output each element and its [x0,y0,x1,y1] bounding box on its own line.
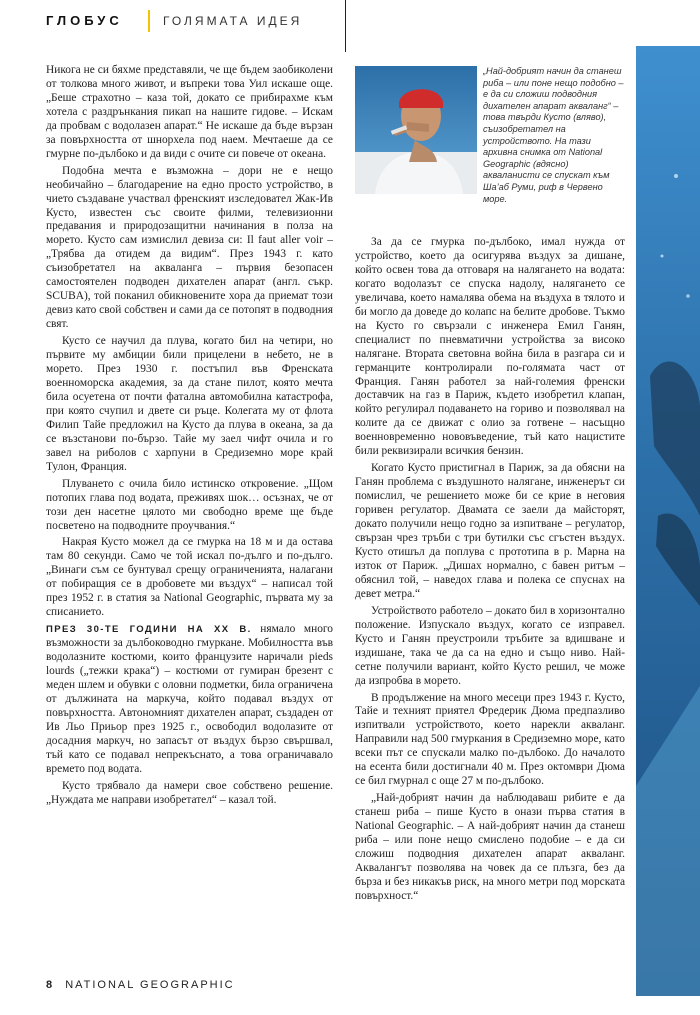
page-number: 8 [46,979,55,991]
header-separator [148,10,150,32]
underwater-diver-image [636,46,700,996]
page-header [0,0,700,56]
cousteau-portrait-image [355,66,477,194]
paragraph: Кусто трябвало да намери свое собствено решение. „Нуждата ме направи изобретател“ – казал той. [46,779,333,806]
left-text-column [46,64,333,811]
paragraph: Никога не си бяхме представяли, че ще бъдем заобиколени от толкова много живот, и въпреки това Уил искаше още. „Беше страхотно – каза той, докато се прибирахме към хотела с раздрънкания пикап на нашите гидове. – Искам да пробвам с водолазен апарат.“ Не искаше да бъде вързан за повърхността от шнорхела под наем. Мечтаеше да се гмурне по-дълбоко и да види с очите си повече от океана. [46,64,333,160]
paragraph: В продължение на много месеци през 1943 г. Кусто, Тайе и техният приятел Фредерик Дюма предпазливо изпитвали устройството, което нарекли акваланг. Направили над 500 гмуркания в Средиземно море, като всеки път се спускали малко по-дълбоко. До началото на есента били достигнали 40 м. През октомври Дюма се бил гмурнал с още 27 м по-дълбоко. [355,691,625,788]
paragraph: За да се гмурка по-дълбоко, имал нужда от устройство, което да осигурява въздух за дишане, който освен това да отговаря на налягането на водата: когато водолазът се спуска надолу, налягането се увеличава, което намалява обема на въздуха в тялото и би могло да доведе до колапс на белите дробове. Тъкмо на Кусто го свързали с инженера Емил Ганян, специалист по пневматични устройства за високо налягане. Втората световна война била в разгара си и германците контролирали по-голямата част от Франция. Ганян работел за най-големия френски доставчик на газ в Париж, където изобретил клапан, който регулирал подаването на гориво и позволявал на колите да се движат с олио за готвене – насъщно военновременно нововъведение, тъй като нацистите били реквизирали всичкия бензин. [355,236,625,458]
header-divider-line [345,0,346,52]
right-text-column [355,236,625,907]
section-title: ГЛОБУС [46,13,123,28]
section-paragraph [46,623,333,776]
magazine-name: NATIONAL GEOGRAPHIC [65,979,235,991]
paragraph: Когато Кусто пристигнал в Париж, за да обясни на Ганян проблема с въздушното налягане, инженерът си помислил, че решението може би се крие в неговия горивен регулатор. Двамата се заели да майсторят, докато получили нещо годно за изпитване – регулатор, свързан чрез тръби с три бутилки със сгъстен въздух. Кусто отишъл да поплува с прототипа в р. Марна на изток от Париж. „Дишах нормално, с бавен ритъм – обяснил той, – наведох глава и полека се спуснах на девет метра.“ [355,462,625,600]
section-subtitle: ГОЛЯМАТА ИДЕЯ [163,14,303,28]
paragraph: „Най-добрият начин да наблюдаваш рибите е да станеш риба – пише Кусто в онази първа статия в National Geographic. – А най-добрият начин да станеш риба – или поне нещо смислено подобие – е да си сложиш подводния дихателен апарат акваланг. Аквалангът позволява на човек да се плъзга, без да бърза и без никакъв риск, на много метри под морската повърхност.“ [355,792,625,902]
photo-caption: „Най-добрият начин да станеш риба – или поне нещо подобно – е да си сложиш подводния дихателен апарат акваланг“ – това твърди Кусто (вляво), съизобретател на устройството. На тази архивна снимка от National Geographic (вдясно) акваланисти се спускат към Ша’аб Руми, риф в Червено море. [483,66,624,204]
runin-heading: ПРЕЗ 30-ТЕ ГОДИНИ НА XX В. [46,624,252,636]
paragraph: Накрая Кусто можел да се гмурка на 18 м и да остава там 80 секунди. Само че той искал по-дълго и по-дълго. „Винаги съм се бунтувал срещу ограниченията, налагани от побиращия се в дробовете ми въздух“ – написал той през 1952 г. в статия за National Geographic, първата му за списанието. [46,536,333,619]
paragraph: Плуването с очила било истинско откровение. „Щом потопих глава под водата, преживях шок… осъзнах, че от този ден насетне цялото ми свободно време ще бъде посветено на подводните проучвания.“ [46,477,333,532]
cousteau-photo [355,66,477,194]
paragraph: Подобна мечта е възможна – дори не е нещо необичайно – благодарение на едно просто устройство, в чието създаване участвал френският изследовател Жак-Ив Кусто, известен със своите филми, телевизионни предавания и природозащитни начинания в полза на морето. Кусто сам измислил девиза си: Il faut aller voir – „Трябва да отидем да видим“. През 1943 г. като съизобретател на акваланга – първия безопасен самостоятелен подводен дихателен апарат (англ. съкр. SCUBA), той поканил обикновените хора да приемат този девиз като свой собствен и сами да се потопят в подводния свят. [46,164,333,331]
runin-text: нямало много възможности за дълбоководно гмуркане. Мобилността във водолазните костюми, които французите наричали pieds lourds („тежки крака“) – костюми от гумиран брезент с меден шлем и обувки с оловни подметки, била ограничена от дължината на маркуча, който подавал въздух от повърхността. Автономният дихателен апарат, създаден от Ив Льо Приьор през 1925 г., освободил водолазите от досадния маркуч, но запасът от въздух бързо свършвал, тъй като се подавал непрекъснато, а това ограничавало времето под водата. [46,623,334,775]
underwater-photo-edge [636,46,700,996]
page-footer [46,979,235,991]
paragraph: Кусто се научил да плува, когато бил на четири, но първите му амбиции били прицелени в небето, не в морето. През 1930 г. постъпил във Френската военноморска академия, за да стане пилот, която мечта била осуетена от почти фатална автомобилна катастрофа, при която счупил и двете си ръце. Колегата му от флота Филип Тайе предложил на Кусто да плува в океана, за да се възстанови по-бързо. Тайе му заел чифт очила и го завел на риболов с харпуни в Средиземно море край Тулон, Франция. [46,335,333,473]
paragraph: Устройството работело – докато бил в хоризонтално положение. Изпускало въздух, когато се изправел. Кусто и Ганян преустроили тръбите за вдишване и издишане, така че да са на едно и също ниво. Най-сетне получили вариант, който Кусто решил, че може да изпробва в морето. [355,604,625,687]
